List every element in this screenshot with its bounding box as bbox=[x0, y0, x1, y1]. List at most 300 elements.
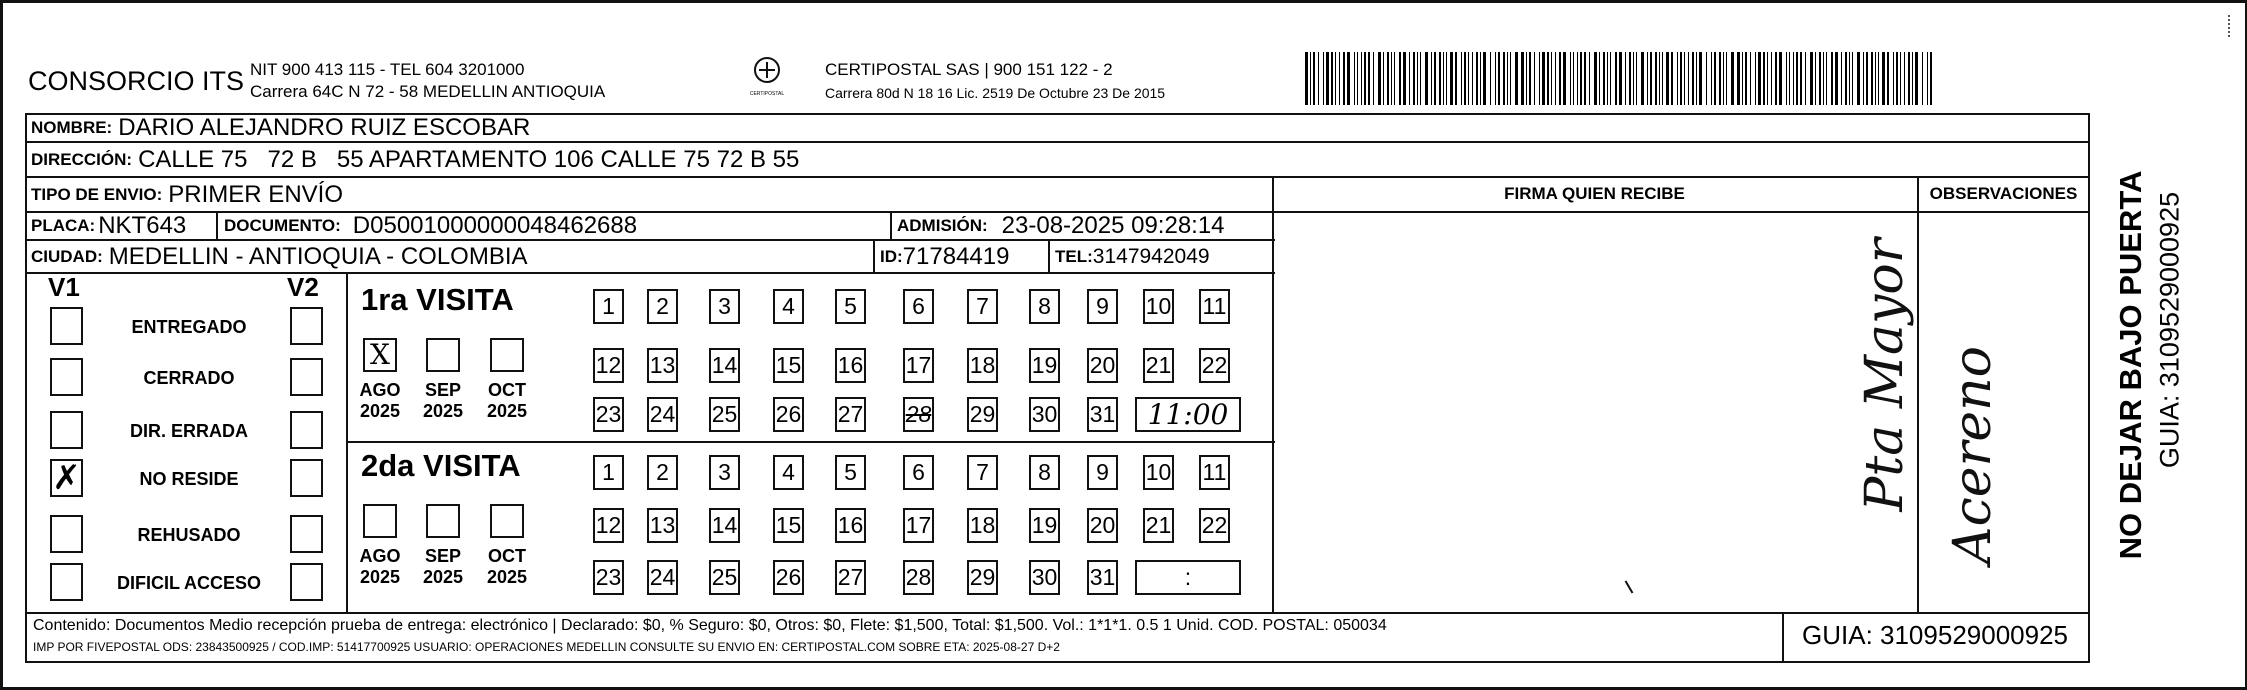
v1-checkbox-0[interactable] bbox=[50, 307, 83, 345]
barcode-bar bbox=[1796, 52, 1798, 105]
month-year: 2025 bbox=[422, 567, 464, 587]
firma-label: FIRMA QUIEN RECIBE bbox=[1504, 184, 1685, 203]
barcode-bar bbox=[1671, 52, 1673, 105]
barcode-bar bbox=[1378, 52, 1381, 105]
certipostal-logo-icon bbox=[749, 56, 785, 86]
first-visit-day-15[interactable]: 15 bbox=[773, 348, 804, 383]
barcode-bar bbox=[1510, 52, 1511, 105]
second-visit-month-label-0 bbox=[352, 546, 408, 588]
side-guia: GUIA: 3109529000925 bbox=[2154, 191, 2185, 469]
first-visit-day-16[interactable]: 16 bbox=[835, 348, 866, 383]
barcode-bar bbox=[1750, 52, 1751, 105]
barcode-bar bbox=[1480, 52, 1481, 105]
barcode-bar bbox=[1563, 52, 1566, 105]
barcode-bar bbox=[1555, 52, 1556, 105]
barcode-bar bbox=[1443, 52, 1444, 105]
barcode-bar bbox=[1483, 52, 1486, 105]
first-visit-day-12[interactable]: 12 bbox=[593, 348, 624, 383]
barcode-bar bbox=[1878, 52, 1879, 105]
barcode-bar bbox=[1521, 52, 1524, 105]
certipostal-logo bbox=[745, 56, 789, 100]
barcode-bar bbox=[1893, 52, 1894, 105]
second-visit-day-7[interactable]: 7 bbox=[967, 455, 998, 490]
first-visit-day-8[interactable]: 8 bbox=[1029, 289, 1060, 324]
second-visit-day-17[interactable]: 17 bbox=[903, 508, 934, 543]
barcode-bar bbox=[1468, 52, 1469, 105]
v2-checkbox-5[interactable] bbox=[290, 563, 323, 601]
first-visit-title: 1ra VISITA bbox=[361, 282, 514, 317]
barcode-bar bbox=[1677, 52, 1678, 105]
barcode-bar bbox=[1922, 52, 1923, 105]
month-name: AGO bbox=[359, 380, 401, 400]
second-visit-day-2[interactable]: 2 bbox=[647, 455, 678, 490]
barcode-bar bbox=[1826, 52, 1827, 105]
barcode-bar bbox=[1900, 52, 1901, 105]
footer-imp-line: IMP POR FIVEPOSTAL ODS: 23843500925 / COD.IMP: 51417700925 USUARIO: OPERACIONES MEDELLIN CONSULTE SU ENVIO EN: CERTIPOSTAL.COM SOBRE ETA: 2025-08-27 D+2 bbox=[33, 640, 1060, 654]
documento-value: D05001000000048462688 bbox=[352, 212, 638, 239]
barcode bbox=[1305, 52, 1940, 105]
first-visit-day-13[interactable]: 13 bbox=[647, 348, 678, 383]
barcode-bar bbox=[1551, 52, 1552, 105]
second-visit-day-30[interactable]: 30 bbox=[1029, 560, 1060, 595]
barcode-bar bbox=[1383, 52, 1384, 105]
first-visit-day-23[interactable]: 23 bbox=[593, 397, 624, 432]
second-visit-month-box-2[interactable] bbox=[490, 504, 524, 538]
id-value: 71784419 bbox=[902, 243, 1010, 270]
admision-cell bbox=[897, 212, 1225, 240]
company-nit: NIT 900 413 115 - TEL 604 3201000 bbox=[250, 60, 525, 79]
month-year: 2025 bbox=[422, 401, 464, 421]
barcode-bar bbox=[1610, 52, 1611, 105]
barcode-bar bbox=[1882, 52, 1885, 105]
barcode-bar bbox=[1439, 52, 1441, 105]
tel-value: 3147942049 bbox=[1092, 245, 1210, 268]
barcode-bar bbox=[1745, 52, 1747, 105]
barcode-bar bbox=[1841, 52, 1842, 105]
second-visit-day-19[interactable]: 19 bbox=[1029, 508, 1060, 543]
barcode-bar bbox=[1726, 52, 1727, 105]
barcode-bar bbox=[1490, 52, 1491, 105]
first-visit-day-1[interactable]: 1 bbox=[593, 289, 624, 324]
barcode-bar bbox=[1659, 52, 1660, 105]
first-visit-day-9[interactable]: 9 bbox=[1087, 289, 1118, 324]
second-visit-day-21[interactable]: 21 bbox=[1143, 508, 1174, 543]
barcode-bar bbox=[1723, 52, 1724, 105]
first-visit-day-31[interactable]: 31 bbox=[1087, 397, 1118, 432]
ciudad-label: CIUDAD: bbox=[31, 247, 103, 266]
barcode-bar bbox=[1692, 52, 1694, 105]
company-address: Carrera 64C N 72 - 58 MEDELLIN ANTIOQUIA bbox=[250, 82, 606, 101]
company-name: CONSORCIO ITS bbox=[28, 66, 245, 96]
barcode-bar bbox=[1819, 52, 1821, 105]
barcode-bar bbox=[1636, 52, 1637, 105]
first-visit-day-30[interactable]: 30 bbox=[1029, 397, 1060, 432]
barcode-bar bbox=[1364, 52, 1366, 105]
barcode-bar bbox=[1904, 52, 1905, 105]
barcode-bar bbox=[1403, 52, 1406, 105]
status-label-4: REHUSADO bbox=[137, 525, 241, 545]
direccion-label: DIRECCIÓN: bbox=[31, 149, 133, 169]
tipo-envio-value: PRIMER ENVÍO bbox=[168, 180, 343, 208]
second-visit-day-26[interactable]: 26 bbox=[773, 560, 804, 595]
barcode-bar bbox=[1318, 52, 1319, 105]
barcode-bar bbox=[1767, 52, 1768, 105]
barcode-bar bbox=[1655, 52, 1657, 105]
first-visit-day-3[interactable]: 3 bbox=[709, 289, 740, 324]
barcode-bar bbox=[1599, 52, 1600, 105]
admision-label: ADMISIÓN: bbox=[897, 216, 988, 235]
v2-checkbox-4[interactable] bbox=[290, 515, 323, 553]
barcode-bar bbox=[1619, 52, 1622, 105]
handwriting-line-1: Pta Mayor bbox=[1855, 238, 1915, 512]
barcode-bar bbox=[1896, 52, 1898, 105]
second-visit-day-5[interactable]: 5 bbox=[835, 455, 866, 490]
v1-checkbox-3[interactable]: ✗ bbox=[50, 459, 83, 497]
barcode-bar bbox=[1699, 52, 1702, 105]
carrier-line: CERTIPOSTAL SAS | 900 151 122 - 2 bbox=[825, 60, 1113, 79]
barcode-bar bbox=[1507, 52, 1508, 105]
v1-checkbox-5[interactable] bbox=[50, 563, 83, 601]
barcode-bar bbox=[1498, 52, 1500, 105]
barcode-bar bbox=[1399, 52, 1401, 105]
barcode-bar bbox=[1373, 52, 1374, 105]
barcode-bar bbox=[1503, 52, 1505, 105]
second-visit-day-25[interactable]: 25 bbox=[709, 560, 740, 595]
nombre-value: DARIO ALEJANDRO RUIZ ESCOBAR bbox=[118, 114, 531, 141]
v2-checkbox-3[interactable] bbox=[290, 459, 323, 497]
barcode-bar bbox=[1786, 52, 1787, 105]
barcode-bar bbox=[1775, 52, 1777, 105]
v1-checkbox-2[interactable] bbox=[50, 411, 83, 449]
barcode-bar bbox=[1763, 52, 1765, 105]
barcode-bar bbox=[1559, 52, 1561, 105]
first-visit-month-box-2[interactable] bbox=[490, 338, 524, 372]
second-visit-day-20[interactable]: 20 bbox=[1087, 508, 1118, 543]
barcode-bar bbox=[1368, 52, 1370, 105]
v1-checkbox-1[interactable] bbox=[50, 358, 83, 396]
side-warning: NO DEJAR BAJO PUERTA bbox=[2113, 170, 2148, 560]
barcode-bar bbox=[1684, 52, 1685, 105]
barcode-bar bbox=[1310, 52, 1311, 105]
barcode-bar bbox=[1495, 52, 1496, 105]
barcode-bar bbox=[1417, 52, 1418, 105]
second-visit-day-12[interactable]: 12 bbox=[593, 508, 624, 543]
footer-guia: GUIA: 3109529000925 bbox=[1802, 620, 2068, 650]
v2-checkbox-1[interactable] bbox=[290, 358, 323, 396]
certipostal-logo-text: CERTIPOSTAL bbox=[749, 91, 785, 97]
barcode-bar bbox=[1711, 52, 1712, 105]
barcode-bar bbox=[1335, 52, 1336, 105]
id-cell bbox=[880, 241, 1009, 273]
second-visit-day-24[interactable]: 24 bbox=[647, 560, 678, 595]
month-name: OCT bbox=[488, 380, 526, 400]
first-visit-month-label-1 bbox=[415, 380, 471, 422]
barcode-bar bbox=[1391, 52, 1392, 105]
v2-label: V2 bbox=[287, 272, 319, 302]
firma-area[interactable] bbox=[1274, 211, 1917, 612]
second-visit-day-4[interactable]: 4 bbox=[773, 455, 804, 490]
second-visit-day-10[interactable]: 10 bbox=[1143, 455, 1174, 490]
barcode-bar bbox=[1409, 52, 1410, 105]
second-visit-title: 2da VISITA bbox=[361, 448, 521, 483]
barcode-bar bbox=[1930, 52, 1932, 105]
barcode-bar bbox=[1647, 52, 1648, 105]
carrier-address: Carrera 80d N 18 16 Lic. 2519 De Octubre 23 De 2015 bbox=[825, 85, 1166, 101]
tipo-envio-row bbox=[31, 178, 343, 211]
barcode-bar bbox=[1912, 52, 1913, 105]
documento-label: DOCUMENTO: bbox=[224, 216, 341, 235]
barcode-bar bbox=[1662, 52, 1663, 105]
barcode-bar bbox=[1625, 52, 1626, 105]
barcode-bar bbox=[1534, 52, 1535, 105]
status-label-3: NO RESIDE bbox=[139, 469, 239, 489]
v2-checkbox-0[interactable] bbox=[290, 307, 323, 345]
barcode-bar bbox=[1323, 52, 1324, 105]
admision-value: 23-08-2025 09:28:14 bbox=[1001, 212, 1225, 239]
barcode-bar bbox=[1731, 52, 1734, 105]
barcode-bar bbox=[1570, 52, 1571, 105]
status-label-5: DIFICIL ACCESO bbox=[116, 573, 261, 593]
barcode-bar bbox=[1305, 52, 1308, 105]
barcode-bar bbox=[1539, 52, 1540, 105]
barcode-bar bbox=[1476, 52, 1478, 105]
id-label: ID: bbox=[880, 247, 903, 266]
barcode-bar bbox=[1339, 52, 1340, 105]
barcode-bar bbox=[1413, 52, 1415, 105]
second-visit-day-1[interactable]: 1 bbox=[593, 455, 624, 490]
barcode-bar bbox=[1680, 52, 1682, 105]
second-visit-day-15[interactable]: 15 bbox=[773, 508, 804, 543]
first-visit-day-18[interactable]: 18 bbox=[967, 348, 998, 383]
barcode-bar bbox=[1431, 52, 1432, 105]
barcode-bar bbox=[1580, 52, 1582, 105]
first-visit-time-box[interactable]: 11:00 bbox=[1135, 397, 1241, 432]
placa-value: NKT643 bbox=[98, 212, 187, 239]
barcode-bar bbox=[1577, 52, 1578, 105]
barcode-bar bbox=[1526, 52, 1527, 105]
barcode-bar bbox=[1779, 52, 1782, 105]
barcode-bar bbox=[1849, 52, 1850, 105]
month-name: OCT bbox=[488, 546, 526, 566]
v2-checkbox-2[interactable] bbox=[290, 411, 323, 449]
barcode-bar bbox=[1863, 52, 1864, 105]
ciudad-value: MEDELLIN - ANTIOQUIA - COLOMBIA bbox=[108, 243, 528, 270]
barcode-bar bbox=[1347, 52, 1350, 105]
first-visit-day-2[interactable]: 2 bbox=[647, 289, 678, 324]
barcode-bar bbox=[1603, 52, 1605, 105]
barcode-bar bbox=[1714, 52, 1716, 105]
tipo-envio-label: TIPO DE ENVIO: bbox=[31, 184, 163, 204]
barcode-bar bbox=[1331, 52, 1333, 105]
barcode-bar bbox=[1461, 52, 1462, 105]
first-visit-day-20[interactable]: 20 bbox=[1087, 348, 1118, 383]
barcode-bar bbox=[1719, 52, 1721, 105]
footer-contenido: Contenido: Documentos Medio recepción prueba de entrega: electrónico | Declarado: $0, % Seguro: $0, Otros: $0, Flete: $1,500, Total: $1,500. Vol.: 1*1*1. 0.5 1 Unid. COD. POSTAL: 050034 bbox=[33, 617, 1387, 634]
first-visit-month-label-2 bbox=[479, 380, 535, 422]
barcode-bar bbox=[1343, 52, 1345, 105]
second-visit-day-11[interactable]: 11 bbox=[1199, 455, 1230, 490]
second-visit-day-29[interactable]: 29 bbox=[967, 560, 998, 595]
status-label-1: CERRADO bbox=[143, 368, 235, 388]
placa-cell bbox=[31, 212, 186, 240]
barcode-bar bbox=[1472, 52, 1473, 105]
first-visit-day-17[interactable]: 17 bbox=[903, 348, 934, 383]
barcode-bar bbox=[1789, 52, 1790, 105]
barcode-bar bbox=[1361, 52, 1362, 105]
second-visit-day-14[interactable]: 14 bbox=[709, 508, 740, 543]
second-visit-day-16[interactable]: 16 bbox=[835, 508, 866, 543]
barcode-bar bbox=[1589, 52, 1590, 105]
first-visit-day-6[interactable]: 6 bbox=[903, 289, 934, 324]
barcode-bar bbox=[1927, 52, 1928, 105]
status-label-0: ENTREGADO bbox=[131, 317, 247, 337]
nombre-label: NOMBRE: bbox=[31, 118, 113, 137]
barcode-bar bbox=[1666, 52, 1669, 105]
barcode-bar bbox=[1354, 52, 1355, 105]
first-visit-day-26[interactable]: 26 bbox=[773, 397, 804, 432]
edge-marks bbox=[2228, 15, 2232, 37]
barcode-bar bbox=[1394, 52, 1395, 105]
barcode-bar bbox=[1688, 52, 1689, 105]
first-visit-day-29[interactable]: 29 bbox=[967, 397, 998, 432]
barcode-bar bbox=[1866, 52, 1868, 105]
second-visit-time-box[interactable]: : bbox=[1135, 560, 1241, 595]
first-visit-day-22[interactable]: 22 bbox=[1199, 348, 1230, 383]
barcode-bar bbox=[1450, 52, 1453, 105]
second-visit-day-22[interactable]: 22 bbox=[1199, 508, 1230, 543]
barcode-bar bbox=[1793, 52, 1794, 105]
second-visit-day-3[interactable]: 3 bbox=[709, 455, 740, 490]
second-visit-day-31[interactable]: 31 bbox=[1087, 560, 1118, 595]
month-year: 2025 bbox=[359, 401, 401, 421]
first-visit-day-4[interactable]: 4 bbox=[773, 289, 804, 324]
barcode-bar bbox=[1908, 52, 1910, 105]
barcode-bar bbox=[1420, 52, 1421, 105]
first-visit-day-14[interactable]: 14 bbox=[709, 348, 740, 383]
barcode-bar bbox=[1313, 52, 1315, 105]
first-visit-day-7[interactable]: 7 bbox=[967, 289, 998, 324]
barcode-bar bbox=[1755, 52, 1756, 105]
first-visit-day-27[interactable]: 27 bbox=[835, 397, 866, 432]
second-visit-month-label-2 bbox=[479, 546, 535, 588]
barcode-bar bbox=[1650, 52, 1652, 105]
tel-cell bbox=[1055, 241, 1210, 273]
second-visit-day-6[interactable]: 6 bbox=[903, 455, 934, 490]
barcode-bar bbox=[1615, 52, 1617, 105]
first-visit-day-28[interactable]: 28 bbox=[903, 397, 934, 432]
first-visit-day-21[interactable]: 21 bbox=[1143, 348, 1174, 383]
barcode-bar bbox=[1771, 52, 1772, 105]
barcode-bar bbox=[1800, 52, 1802, 105]
direccion-row bbox=[31, 143, 799, 176]
month-name: AGO bbox=[359, 546, 401, 566]
barcode-bar bbox=[1737, 52, 1740, 105]
barcode-bar bbox=[1706, 52, 1707, 105]
barcode-bar bbox=[1573, 52, 1574, 105]
second-visit-month-box-1[interactable] bbox=[426, 504, 460, 538]
barcode-bar bbox=[1464, 52, 1466, 105]
barcode-bar bbox=[1815, 52, 1816, 105]
barcode-bar bbox=[1434, 52, 1436, 105]
barcode-bar bbox=[1871, 52, 1873, 105]
second-visit-day-23[interactable]: 23 bbox=[593, 560, 624, 595]
observaciones-label: OBSERVACIONES bbox=[1929, 184, 2078, 203]
ciudad-cell bbox=[31, 241, 528, 273]
barcode-bar bbox=[1810, 52, 1813, 105]
first-visit-month-box-0[interactable]: X bbox=[363, 338, 397, 372]
barcode-bar bbox=[1633, 52, 1634, 105]
handwriting-line-2: Acereno bbox=[1943, 346, 2003, 564]
documento-cell bbox=[224, 212, 637, 240]
barcode-bar bbox=[1387, 52, 1389, 105]
barcode-bar bbox=[1515, 52, 1518, 105]
barcode-bar bbox=[1742, 52, 1743, 105]
barcode-bar bbox=[1594, 52, 1597, 105]
barcode-bar bbox=[1629, 52, 1631, 105]
barcode-bar bbox=[1641, 52, 1644, 105]
barcode-bar bbox=[1831, 52, 1833, 105]
barcode-bar bbox=[1357, 52, 1358, 105]
first-visit-day-10[interactable]: 10 bbox=[1143, 289, 1174, 324]
barcode-bar bbox=[1584, 52, 1586, 105]
barcode-bar bbox=[1425, 52, 1428, 105]
second-visit-day-28[interactable]: 28 bbox=[903, 560, 934, 595]
month-year: 2025 bbox=[486, 401, 528, 421]
barcode-bar bbox=[1607, 52, 1608, 105]
second-visit-day-27[interactable]: 27 bbox=[835, 560, 866, 595]
barcode-bar bbox=[1547, 52, 1549, 105]
second-visit-day-9[interactable]: 9 bbox=[1087, 455, 1118, 490]
barcode-bar bbox=[1758, 52, 1761, 105]
barcode-bar bbox=[1852, 52, 1853, 105]
barcode-bar bbox=[1845, 52, 1847, 105]
second-visit-day-13[interactable]: 13 bbox=[647, 508, 678, 543]
second-visit-day-8[interactable]: 8 bbox=[1029, 455, 1060, 490]
barcode-bar bbox=[1326, 52, 1329, 105]
barcode-bar bbox=[1446, 52, 1447, 105]
barcode-bar bbox=[1835, 52, 1838, 105]
first-visit-day-24[interactable]: 24 bbox=[647, 397, 678, 432]
v1-label: V1 bbox=[48, 272, 80, 302]
barcode-bar bbox=[1915, 52, 1918, 105]
barcode-bar bbox=[1529, 52, 1531, 105]
first-visit-day-25[interactable]: 25 bbox=[709, 397, 740, 432]
second-visit-month-box-0[interactable] bbox=[363, 504, 397, 538]
second-visit-day-18[interactable]: 18 bbox=[967, 508, 998, 543]
barcode-bar bbox=[1887, 52, 1889, 105]
barcode-bar bbox=[1857, 52, 1860, 105]
nombre-row bbox=[31, 114, 530, 142]
month-name: SEP bbox=[424, 546, 462, 566]
v1-checkbox-4[interactable] bbox=[50, 515, 83, 553]
first-visit-day-19[interactable]: 19 bbox=[1029, 348, 1060, 383]
first-visit-month-label-0 bbox=[352, 380, 408, 422]
barcode-bar bbox=[1455, 52, 1457, 105]
barcode-bar bbox=[1875, 52, 1876, 105]
placa-label: PLACA: bbox=[31, 216, 96, 235]
barcode-bar bbox=[1805, 52, 1806, 105]
first-visit-day-11[interactable]: 11 bbox=[1199, 289, 1230, 324]
status-label-2: DIR. ERRADA bbox=[129, 421, 248, 441]
direccion-value: CALLE 75 72 B 55 APARTAMENTO 106 CALLE 75 72 B 55 bbox=[138, 145, 800, 173]
first-visit-month-box-1[interactable] bbox=[426, 338, 460, 372]
second-visit-month-label-1 bbox=[415, 546, 471, 588]
barcode-bar bbox=[1696, 52, 1697, 105]
month-name: SEP bbox=[424, 380, 462, 400]
first-visit-day-5[interactable]: 5 bbox=[835, 289, 866, 324]
tel-label: TEL: bbox=[1055, 247, 1093, 266]
month-year: 2025 bbox=[486, 567, 528, 587]
